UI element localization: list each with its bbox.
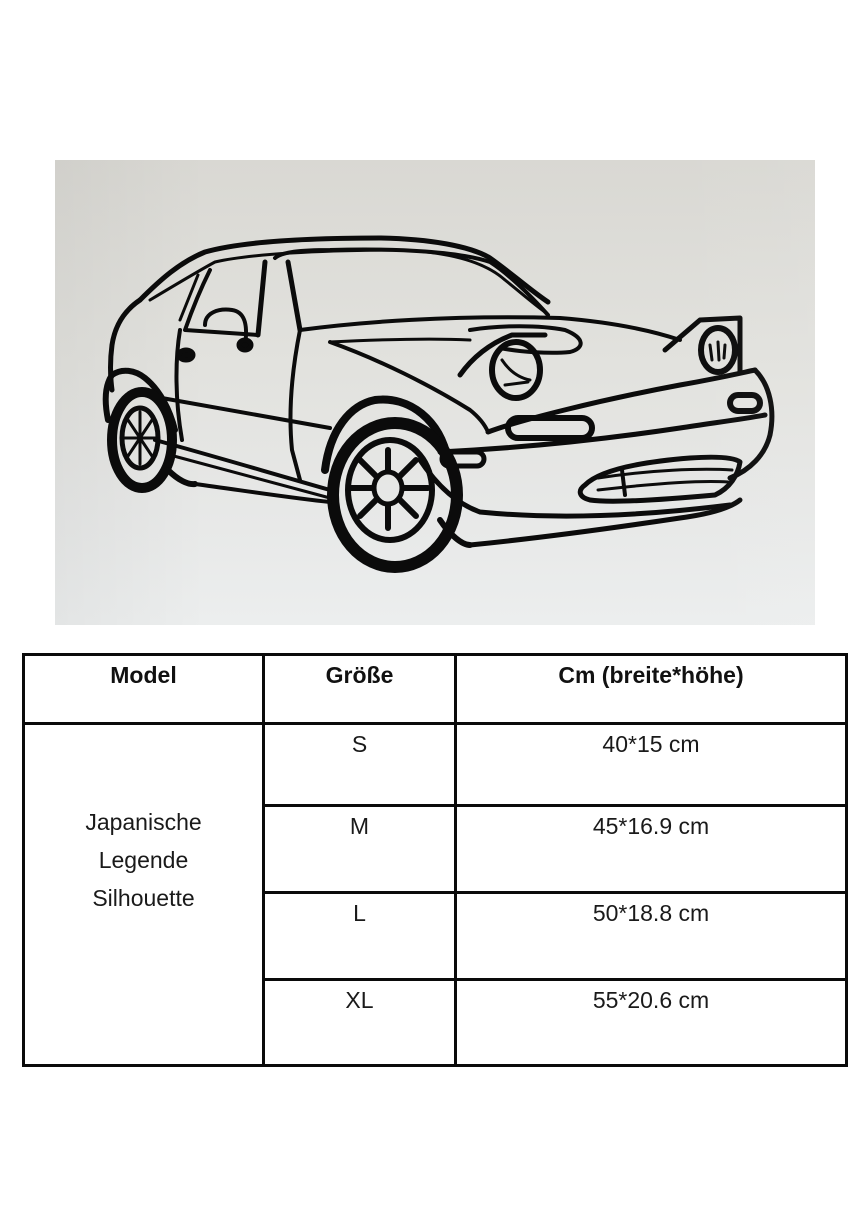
size-table [22,653,848,1067]
size-cell: S [264,724,456,806]
model-name-line: Silhouette [92,885,195,911]
size-table-header-row [24,655,847,724]
dimensions-cell: 40*15 cm [456,724,847,806]
model-name-line: Legende [98,847,189,873]
car-silhouette-illustration [55,160,815,625]
table-row [24,724,847,806]
dimensions-cell: 50*18.8 cm [456,893,847,980]
product-photo [55,160,815,625]
model-name-cell [24,724,264,1066]
dimensions-cell: 55*20.6 cm [456,980,847,1066]
header-dimensions: Cm (breite*höhe) [456,655,847,724]
size-cell: XL [264,980,456,1066]
size-cell: M [264,806,456,893]
header-size: Größe [264,655,456,724]
header-model: Model [24,655,264,724]
dimensions-cell: 45*16.9 cm [456,806,847,893]
size-cell: L [264,893,456,980]
model-name-line: Japanische [85,809,202,835]
